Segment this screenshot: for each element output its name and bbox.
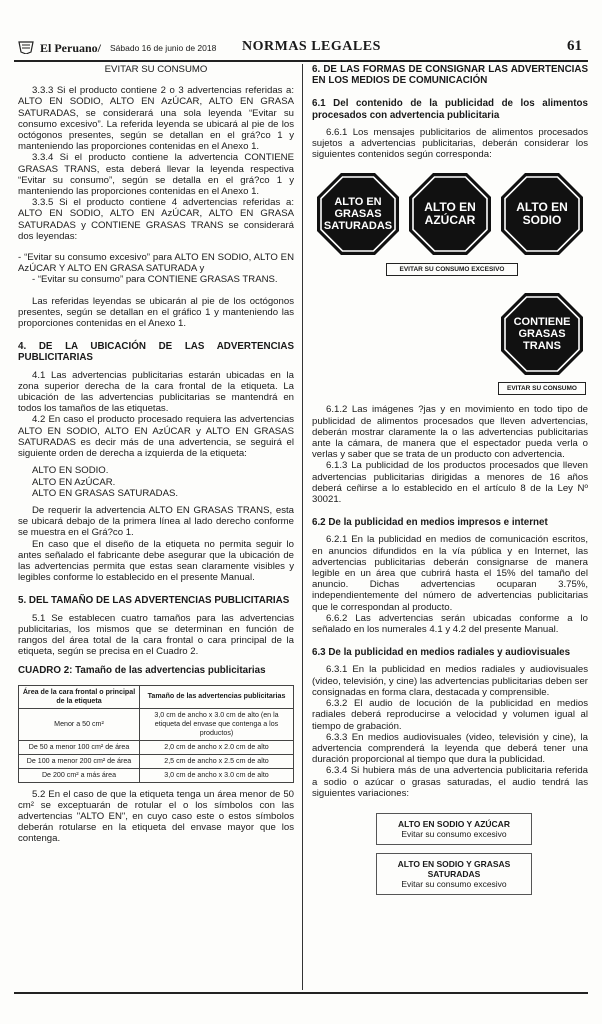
octagon-label: ALTO EN AZÚCAR xyxy=(424,200,476,228)
octagon-saturated-fat xyxy=(316,172,400,256)
left-column xyxy=(18,64,294,845)
section-heading-5: 5. DEL TAMAÑO DE LAS ADVERTENCIAS PUBLICITARIAS xyxy=(18,595,290,607)
table-cell: 3,0 cm de ancho x 3.0 cm de alto xyxy=(140,768,294,782)
audio-variation-title: ALTO EN SODIO Y GRASAS SATURADAS xyxy=(397,858,511,879)
section-title: NORMAS LEGALES xyxy=(242,39,381,54)
paragraph-6-6-2: 6.6.2 Las advertencias serán ubicadas conforme a lo señalado en los numerales 4.1 y 4.2 del presente Manual. xyxy=(312,612,588,636)
table-cell: De 50 a menor 100 cm² de área xyxy=(19,740,140,754)
paragraph-6-1-2: 6.1.2 Las imágenes ?jas y en movimiento en todo tipo de publicidad de alimentos procesados que lleven advertencias, deberán mostrar claramente la o las advertencias publicitarias ante la cámara, de manera que el espectador pueda verla o verlas y saber que se trata de un producto con advertencia. xyxy=(312,404,588,461)
audio-variation-subtitle: Evitar su consumo excesivo xyxy=(401,828,507,839)
paragraph-4-2: 4.2 En caso el producto procesado requiera las advertencias ALTO EN SODIO, ALTO EN AzÚCAR y ALTO EN GRASAS SATURADAS es decir más de una advertencia, se seguirá el siguiente orden de derecha a izquierda de la etiqueta: xyxy=(18,414,294,460)
column-divider xyxy=(302,64,303,990)
table-header-area: Área de la cara frontal o principal de la etiqueta xyxy=(19,685,140,708)
table-cell: 2,0 cm de ancho x 2.0 cm de alto xyxy=(140,740,294,754)
paragraph-6-3-4: 6.3.4 Si hubiera más de una advertencia publicitaria referida a sodio o azúcar o grasas saturadas, el audio tendrá las siguientes variaciones: xyxy=(312,765,588,799)
page-number: 61 xyxy=(567,38,582,54)
shield-icon xyxy=(18,40,34,54)
warning-legend-trans: EVITAR SU CONSUMO xyxy=(498,382,586,395)
paragraph-6-6-1: 6.6.1 Los mensajes publicitarios de alimentos procesados sujetos a advertencias publicitarias, deberán considerar los siguientes contenidos según corresponda: xyxy=(312,126,588,161)
continued-text: EVITAR SU CONSUMO xyxy=(104,64,208,75)
size-table xyxy=(18,685,294,783)
octagon-group-1 xyxy=(312,172,588,280)
audio-variation-box xyxy=(376,813,532,845)
table-cell: De 100 a menor 200 cm² de área xyxy=(19,754,140,768)
order-item-2: ALTO EN AzÚCAR. xyxy=(32,476,116,488)
paragraph-trans-location: De requerir la advertencia ALTO EN GRASAS TRANS, esta se ubicará debajo de la primera línea al lado derecho conforme se muestra en el Grá?co 1. xyxy=(18,504,294,539)
table-row xyxy=(19,708,294,740)
table-cell: 2,5 cm de ancho x 2.5 cm de alto xyxy=(140,754,294,768)
audio-variation-subtitle: Evitar su consumo excesivo xyxy=(401,878,507,889)
octagon-group-2 xyxy=(312,284,588,398)
paragraph-5-2: 5.2 En el caso de que la etiqueta tenga un área menor de 50 cm² se exceptuarán de rotular el o los símbolos con las advertencias "ALTO EN", en cuyo caso este o estos símbolos deberán rotularse en la etiqueta del envase mayor que los contenga. xyxy=(18,788,294,845)
table-cell: 3,0 cm de ancho x 3.0 cm de alto (en la etiqueta del envase que contenga a los productos) xyxy=(140,708,294,740)
legend-item-1: - “Evitar su consumo excesivo” para ALTO EN SODIO, ALTO EN AzÚCAR Y ALTO EN GRASA SATURADA y xyxy=(18,252,294,275)
table-row xyxy=(19,740,294,754)
table-title: CUADRO 2: Tamaño de las advertencias publicitarias xyxy=(18,665,266,677)
octagon-label: CONTIENE GRASAS TRANS xyxy=(513,316,571,353)
paragraph-legends: Las referidas leyendas se ubicarán al pie de los octógonos presentes, según se detallan en el gráfico 1 y manteniendo las proporciones contenidas en el Anexo 1. xyxy=(18,295,294,330)
right-column xyxy=(312,64,588,895)
table-row xyxy=(19,754,294,768)
table-cell: De 200 cm² a más área xyxy=(19,768,140,782)
paragraph-4-1: 4.1 Las advertencias publicitarias estarán ubicadas en la zona superior derecha de la cara frontal de la etiqueta. La ubicación de las advertencias publicitarias se mantendrá en todos los tamaños de las etiquetas. xyxy=(18,369,294,415)
octagon-sugar xyxy=(408,172,492,256)
publication-name: El Peruano/ xyxy=(40,41,102,55)
issue-date: Sábado 16 de junio de 2018 xyxy=(110,43,217,53)
section-heading-4: 4. DE LA UBICACIÓN DE LAS ADVERTENCIAS PUBLICITARIAS xyxy=(18,341,294,364)
paragraph-3-3-5: 3.3.5 Si el producto contiene 4 advertencias referidas a: ALTO EN SODIO, ALTO EN AzÚCAR, ALTO EN GRASA SATURADAS y CONTIENE GRASAS TRANS se considerará dos leyendas: xyxy=(18,197,294,242)
warning-legend-excessive: EVITAR SU CONSUMO EXCESIVO xyxy=(386,263,518,276)
octagon-label: ALTO EN GRASAS SATURADAS xyxy=(323,196,393,233)
paragraph-design-exception: En caso que el diseño de la etiqueta no permita seguir lo antes señalado el fabricante debe asegurar que la ubicación de las advertencias permita que estas sean claramente visibles y legibles conforme lo establecido en el presente Manual. xyxy=(18,538,294,584)
paragraph-6-2-1: 6.2.1 En la publicidad en medios de comunicación escritos, en anuncios difundidos en la vía pública y en Internet, las advertencias publicitarias deberán consignarse de manera legible en un área que cubrirá hasta el 15% del tamaño del anuncio. Dichas advertencias ocuparan 3.75%, independientemente del número de advertencias publicitarias que le correspondan al producto. xyxy=(312,534,588,613)
section-heading-6: 6. DE LAS FORMAS DE CONSIGNAR LAS ADVERTENCIAS EN LOS MEDIOS DE COMUNICACIÓN xyxy=(312,64,588,87)
order-item-3: ALTO EN GRASAS SATURADAS. xyxy=(32,487,179,499)
paragraph-6-1-3: 6.1.3 La publicidad de los productos procesados que lleven advertencias publicitarias dirigidas a menores de 16 años deberá ceñirse a lo establecido en el artículo 8 de la Ley Nº 30021. xyxy=(312,460,588,506)
paragraph-6-3-3: 6.3.3 En medios audiovisuales (video, televisión y cine), la advertencia comprenderá la leyenda que deberá tener una duración proporcional al tiempo que dura la publicidad. xyxy=(312,731,588,766)
order-item-1: ALTO EN SODIO. xyxy=(32,465,109,477)
audio-variation-title: ALTO EN SODIO Y AZÚCAR xyxy=(398,818,510,829)
octagon-trans-fat xyxy=(500,292,584,376)
paragraph-6-3-1: 6.3.1 En la publicidad en medios radiales y audiovisuales (video, televisión, y cine) las advertencias publicitarias deben ser consignadas en forma clara, destacada y comprensible. xyxy=(312,664,588,698)
paragraph-6-3-2: 6.3.2 El audio de locución de la publicidad en medios radiales deberá reproducirse a velocidad y volumen igual al tiempo de grabación. xyxy=(312,698,588,732)
octagon-sodium xyxy=(500,172,584,256)
masthead xyxy=(14,38,588,62)
table-cell: Menor a 50 cm² xyxy=(19,708,140,740)
table-row xyxy=(19,768,294,782)
legend-item-2: - “Evitar su consumo” para CONTIENE GRASAS TRANS. xyxy=(32,274,278,286)
paragraph-3-3-4: 3.3.4 Si el producto contiene la advertencia CONTIENE GRASAS TRANS, esta deberá llevar la leyenda respectiva “Evitar su consumo”, según se detalla en el grá?co 1 y manteniendo las proporciones contenidas en el Anexo 1. xyxy=(18,152,294,198)
table-header-size: Tamaño de las advertencias publicitarias xyxy=(140,685,294,708)
bottom-rule xyxy=(14,992,588,994)
paragraph-3-3-3: 3.3.3 Si el producto contiene 2 o 3 advertencias referidas a: ALTO EN SODIO, ALTO EN AzÚCAR, ALTO EN GRASA SATURADAS, se considerará una sola leyenda “Evitar su consumo excesivo”. La referida leyenda se ubicará al pie de los octógonos presentes, según se detallan en el grá?co 1 y manteniendo las proporciones contenidas en el Anexo 1. xyxy=(18,85,294,153)
paragraph-5-1: 5.1 Se establecen cuatro tamaños para las advertencias publicitarias, los mismos que se determinan en función de rangos del área total de la cara frontal o cara principal de la etiqueta, según se precisa en el Cuadro 2. xyxy=(18,612,294,658)
audio-variation-box xyxy=(376,853,532,895)
octagon-label: ALTO EN SODIO xyxy=(516,200,568,228)
subheading-6-2: 6.2 De la publicidad en medios impresos e internet xyxy=(312,517,548,529)
subheading-6-3: 6.3 De la publicidad en medios radiales y audiovisuales xyxy=(312,647,571,659)
subheading-6-1: 6.1 Del contenido de la publicidad de los alimentos procesados con advertencia publicitaria xyxy=(312,98,588,121)
